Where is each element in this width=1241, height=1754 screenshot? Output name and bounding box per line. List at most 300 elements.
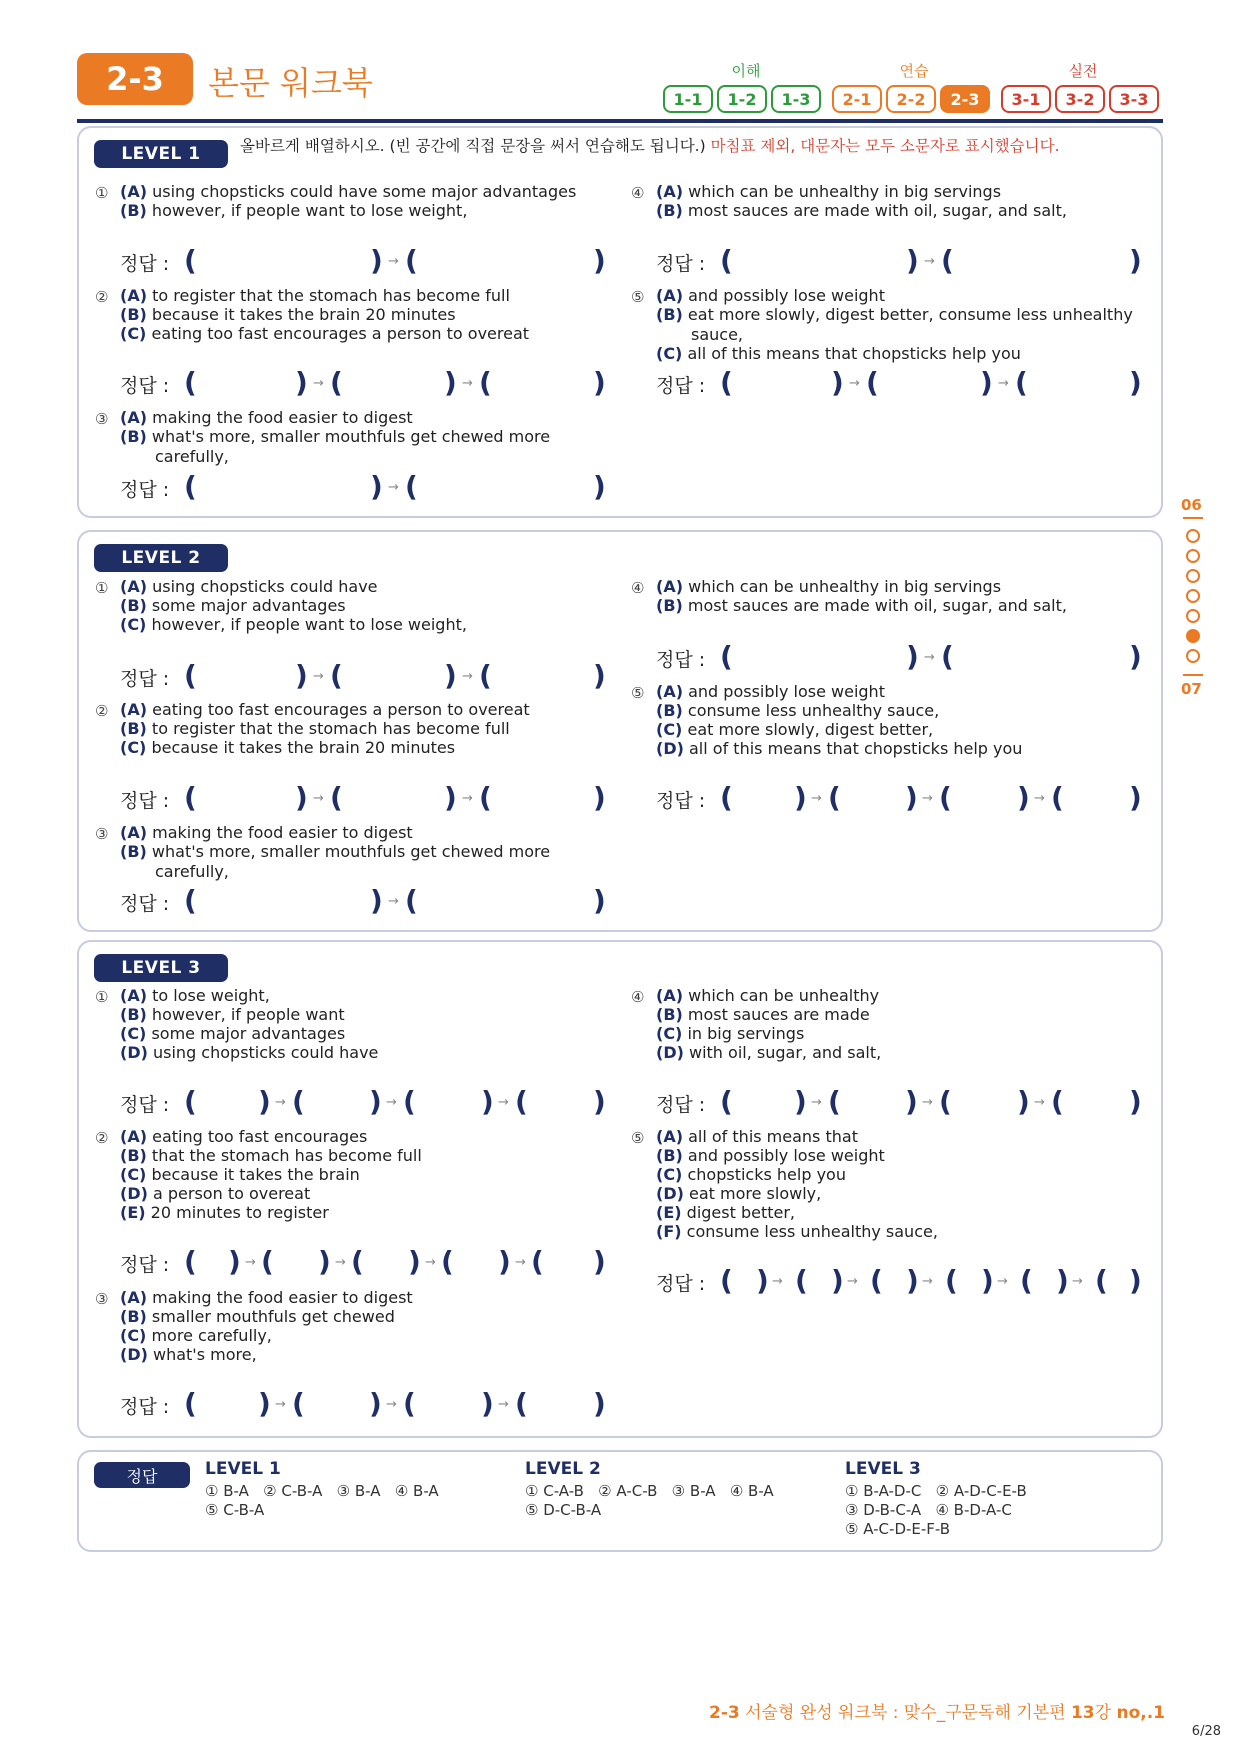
paren-open: ( (403, 1085, 416, 1118)
paren-close: ) (481, 1085, 494, 1118)
side-index-dot[interactable] (1186, 569, 1200, 583)
paren-close: ) (906, 640, 919, 673)
answer-key-line: ① B-A ② C-B-A ③ B-A ④ B-A (205, 1482, 439, 1500)
paren-close: ) (905, 1085, 918, 1118)
question-number: ⑤ (631, 288, 645, 306)
paren-open: ( (720, 640, 733, 673)
answer-key-line: ⑤ D-C-B-A (525, 1501, 602, 1519)
nav-group-label-practice: 연습 (899, 62, 929, 80)
option (656, 701, 1121, 721)
answer-label: 정답 : (656, 1094, 706, 1116)
option-key: (B) (120, 305, 147, 324)
paren-close: ) (370, 884, 383, 917)
nav-tab-2-2[interactable]: 2-2 (886, 85, 936, 113)
paren-close: ) (258, 1387, 271, 1420)
arrow-icon: → (388, 254, 399, 269)
paren-close: ) (593, 470, 606, 503)
option-text: consume less unhealthy sauce, (686, 1222, 938, 1241)
paren-open: ( (479, 366, 492, 399)
paren-close: ) (1017, 1085, 1030, 1118)
option-text: what's more, (153, 1345, 257, 1364)
paren-open: ( (720, 1264, 733, 1297)
paren-open: ( (720, 781, 733, 814)
option (656, 1222, 1121, 1242)
nav-tab-3-2[interactable]: 3-2 (1055, 85, 1105, 113)
option-text: some major advantages (151, 1024, 346, 1043)
option (120, 1146, 585, 1166)
paren-open: ( (330, 366, 343, 399)
option (120, 738, 585, 758)
option (656, 682, 1121, 702)
arrow-icon: → (1072, 1274, 1083, 1289)
answer-key-line: ① B-A-D-C ② A-D-C-E-B (845, 1482, 1027, 1500)
option-key: (B) (120, 596, 147, 615)
footer-lesson: 13 (1070, 1703, 1095, 1723)
answer-label: 정답 : (120, 790, 170, 812)
option (656, 1127, 1121, 1147)
answer-label: 정답 : (656, 253, 706, 275)
arrow-icon: → (313, 376, 324, 391)
option-key: (E) (120, 1203, 146, 1222)
paren-open: ( (405, 244, 418, 277)
arrow-icon: → (335, 1255, 346, 1270)
option-key: (A) (120, 986, 148, 1005)
paren-open: ( (939, 781, 952, 814)
paren-open: ( (720, 1085, 733, 1118)
paren-close: ) (794, 781, 807, 814)
paren-close: ) (906, 244, 919, 277)
answer-label: 정답 : (120, 893, 170, 915)
option-key: (B) (656, 596, 683, 615)
paren-open: ( (405, 884, 418, 917)
option-key: (A) (656, 986, 684, 1005)
option-text: chopsticks help you (687, 1165, 846, 1184)
paren-close: ) (593, 1085, 606, 1118)
paren-close: ) (1129, 781, 1142, 814)
option-key: (C) (656, 720, 683, 739)
option-text: eat more slowly, digest better, consume less unhealthy sauce, (687, 305, 1133, 344)
option-text: most sauces are made with oil, sugar, and salt, (687, 596, 1067, 615)
option (656, 1005, 1121, 1025)
paren-close: ) (1129, 1085, 1142, 1118)
arrow-icon: → (515, 1255, 526, 1270)
option-text: to register that the stomach has become full (151, 719, 510, 738)
footer-lesson-suffix: 강 (1094, 1703, 1117, 1723)
paren-close: ) (444, 659, 457, 692)
paren-open: ( (941, 640, 954, 673)
option-key: (D) (656, 1043, 684, 1062)
paren-close: ) (831, 366, 844, 399)
side-index-line-bottom (1183, 674, 1203, 676)
paren-open: ( (403, 1387, 416, 1420)
answer-label: 정답 : (656, 790, 706, 812)
level1-instruction (240, 136, 1140, 156)
arrow-icon: → (275, 1397, 286, 1412)
answer-label: 정답 : (656, 649, 706, 671)
side-index-dot[interactable] (1186, 589, 1200, 603)
option (656, 1203, 1121, 1223)
option (656, 720, 1121, 740)
option-text: using chopsticks could have (153, 1043, 379, 1062)
answer-label: 정답 : (120, 1396, 170, 1418)
option-text: eat more slowly, digest better, (687, 720, 934, 739)
paren-close: ) (295, 781, 308, 814)
option-text: digest better, (686, 1203, 796, 1222)
paren-close: ) (794, 1085, 807, 1118)
option-text: to lose weight, (152, 986, 270, 1005)
arrow-icon: → (462, 791, 473, 806)
option (656, 1184, 1121, 1204)
paren-open: ( (531, 1245, 544, 1278)
arrow-icon: → (1034, 1095, 1045, 1110)
option (120, 577, 585, 597)
paren-close: ) (295, 659, 308, 692)
paren-open: ( (184, 1387, 197, 1420)
option (656, 986, 1121, 1006)
answer-label: 정답 : (656, 375, 706, 397)
option-key: (A) (656, 182, 684, 201)
option (120, 1288, 585, 1308)
option-key: (B) (656, 305, 683, 324)
level1-panel (77, 126, 1163, 518)
option (120, 700, 585, 720)
answer-key-level2 (525, 1460, 774, 1520)
paren-close: ) (295, 366, 308, 399)
question-number: ⑤ (631, 684, 645, 702)
option (656, 1043, 1121, 1063)
option-key: (C) (120, 324, 147, 343)
option (656, 1146, 1121, 1166)
paren-open: ( (351, 1245, 364, 1278)
arrow-icon: → (275, 1095, 286, 1110)
arrow-icon: → (811, 791, 822, 806)
paren-close: ) (593, 244, 606, 277)
paren-open: ( (184, 884, 197, 917)
paren-open: ( (1095, 1264, 1108, 1297)
option-key: (A) (120, 1127, 148, 1146)
option-text: making the food easier to digest (152, 408, 413, 427)
paren-open: ( (292, 1085, 305, 1118)
question-number: ④ (631, 579, 645, 597)
option-text: which can be unhealthy in big servings (688, 577, 1002, 596)
arrow-icon: → (922, 1095, 933, 1110)
nav-tab-2-3[interactable]: 2-3 (940, 85, 990, 113)
paren-close: ) (981, 1264, 994, 1297)
answer-label: 정답 : (120, 375, 170, 397)
arrow-icon: → (498, 1095, 509, 1110)
option (120, 324, 585, 344)
option-key: (D) (656, 1184, 684, 1203)
paren-close: ) (444, 781, 457, 814)
side-index-dot-current[interactable] (1186, 629, 1200, 643)
nav-tab-3-1[interactable]: 3-1 (1001, 85, 1051, 113)
nav-tab-1-1[interactable]: 1-1 (663, 85, 713, 113)
answer-key-line: ① C-A-B ② A-C-B ③ B-A ④ B-A (525, 1482, 774, 1500)
question-number: ③ (95, 1290, 109, 1308)
header-divider (77, 119, 1163, 123)
option-key: (C) (656, 344, 683, 363)
paren-close: ) (756, 1264, 769, 1297)
option (120, 1345, 585, 1365)
nav-tab-2-1[interactable]: 2-1 (832, 85, 882, 113)
side-index-line-top (1183, 517, 1203, 519)
level3-badge: LEVEL 3 (94, 954, 228, 982)
answer-key-line: ⑤ C-B-A (205, 1501, 265, 1519)
arrow-icon: → (1034, 791, 1045, 806)
option-key: (F) (656, 1222, 682, 1241)
answer-label: 정답 : (120, 1094, 170, 1116)
option-text: all of this means that (688, 1127, 858, 1146)
question-number: ② (95, 288, 109, 306)
paren-close: ) (980, 366, 993, 399)
paren-open: ( (330, 659, 343, 692)
arrow-icon: → (386, 1095, 397, 1110)
paren-open: ( (795, 1264, 808, 1297)
option (656, 1024, 1121, 1044)
answer-key-level3 (845, 1460, 1027, 1539)
option-key: (B) (120, 427, 147, 446)
question-number: ③ (95, 410, 109, 428)
paren-open: ( (1051, 781, 1064, 814)
arrow-icon: → (772, 1274, 783, 1289)
option-text: however, if people want (151, 1005, 345, 1024)
option-key: (B) (120, 1005, 147, 1024)
option (120, 182, 585, 202)
arrow-icon: → (245, 1255, 256, 1270)
option-key: (C) (120, 1024, 147, 1043)
option-key: (D) (656, 739, 684, 758)
paren-close: ) (593, 1387, 606, 1420)
question-number: ① (95, 579, 109, 597)
option-text: 20 minutes to register (150, 1203, 329, 1222)
paren-close: ) (408, 1245, 421, 1278)
paren-open: ( (184, 1245, 197, 1278)
option-key: (A) (656, 286, 684, 305)
option (120, 408, 585, 428)
option-text: all of this means that chopsticks help you (687, 344, 1021, 363)
arrow-icon: → (924, 254, 935, 269)
answer-key-title: LEVEL 3 (845, 1459, 921, 1479)
paren-open: ( (405, 470, 418, 503)
option-key: (B) (120, 201, 147, 220)
option-text: eating too fast encourages a person to overeat (151, 324, 530, 343)
option-key: (A) (656, 577, 684, 596)
option-key: (C) (120, 738, 147, 757)
option (656, 182, 1121, 202)
paren-open: ( (515, 1387, 528, 1420)
option-text: most sauces are made (687, 1005, 870, 1024)
side-index-start: 06 (1181, 496, 1202, 514)
footer-no: no,.1 (1116, 1703, 1165, 1723)
option-key: (D) (120, 1345, 148, 1364)
paren-close: ) (481, 1387, 494, 1420)
arrow-icon: → (313, 669, 324, 684)
section-badge: 2-3 (77, 53, 193, 105)
paren-close: ) (593, 366, 606, 399)
paren-close: ) (369, 1085, 382, 1118)
option-key: (B) (120, 1307, 147, 1326)
paren-open: ( (261, 1245, 274, 1278)
question-number: ③ (95, 825, 109, 843)
question-number: ④ (631, 184, 645, 202)
paren-open: ( (515, 1085, 528, 1118)
option-text: and possibly lose weight (687, 1146, 885, 1165)
answer-key-badge: 정답 (94, 1462, 190, 1488)
option-key: (A) (120, 577, 148, 596)
option (120, 1326, 585, 1346)
option-key: (A) (120, 823, 148, 842)
paren-open: ( (184, 470, 197, 503)
paren-open: ( (184, 244, 197, 277)
arrow-icon: → (388, 480, 399, 495)
option-text: however, if people want to lose weight, (151, 615, 467, 634)
option (120, 305, 585, 325)
paren-open: ( (1051, 1085, 1064, 1118)
answer-key-title: LEVEL 1 (205, 1459, 281, 1479)
option (656, 596, 1121, 616)
option-key: (B) (120, 719, 147, 738)
option (120, 1005, 585, 1025)
arrow-icon: → (498, 1397, 509, 1412)
option-text: more carefully, (151, 1326, 272, 1345)
paren-open: ( (184, 659, 197, 692)
paren-close: ) (1017, 781, 1030, 814)
arrow-icon: → (849, 376, 860, 391)
option-text: using chopsticks could have (152, 577, 378, 596)
arrow-icon: → (997, 1274, 1008, 1289)
paren-close: ) (1129, 244, 1142, 277)
option-key: (C) (656, 1024, 683, 1043)
answer-label: 정답 : (120, 668, 170, 690)
option (656, 201, 1121, 221)
paren-open: ( (870, 1264, 883, 1297)
answer-key-level1 (205, 1460, 439, 1520)
footer-text: 서술형 완성 워크북 : 맞수_구문독해 기본편 (739, 1703, 1071, 1723)
paren-close: ) (370, 470, 383, 503)
paren-close: ) (1129, 640, 1142, 673)
arrow-icon: → (847, 1274, 858, 1289)
option-text: because it takes the brain 20 minutes (151, 738, 456, 757)
paren-close: ) (593, 659, 606, 692)
side-index-dot[interactable] (1186, 529, 1200, 543)
answer-key-title: LEVEL 2 (525, 1459, 601, 1479)
nav-tab-3-3[interactable]: 3-3 (1109, 85, 1159, 113)
arrow-icon: → (313, 791, 324, 806)
question-number: ⑤ (631, 1129, 645, 1147)
option-text: eating too fast encourages (152, 1127, 368, 1146)
option (656, 344, 1121, 364)
answer-label: 정답 : (120, 1254, 170, 1276)
option-text: that the stomach has become full (151, 1146, 422, 1165)
paren-open: ( (184, 366, 197, 399)
paren-close: ) (831, 1264, 844, 1297)
option-text: and possibly lose weight (688, 682, 885, 701)
level2-panel (77, 530, 1163, 932)
arrow-icon: → (388, 894, 399, 909)
paren-open: ( (720, 244, 733, 277)
question-number: ① (95, 184, 109, 202)
answer-key-line: ③ D-B-C-A ④ B-D-A-C (845, 1501, 1012, 1519)
paren-open: ( (330, 781, 343, 814)
paren-open: ( (184, 781, 197, 814)
option (656, 1165, 1121, 1185)
paren-close: ) (370, 244, 383, 277)
option-key: (A) (120, 286, 148, 305)
paren-close: ) (905, 781, 918, 814)
answer-label: 정답 : (656, 1273, 706, 1295)
level3-panel (77, 940, 1163, 1438)
option-text: because it takes the brain (151, 1165, 360, 1184)
option-key: (B) (656, 1005, 683, 1024)
paren-open: ( (720, 366, 733, 399)
answer-key-line: ⑤ A-C-D-E-F-B (845, 1520, 951, 1538)
option-text: which can be unhealthy in big servings (688, 182, 1002, 201)
arrow-icon: → (922, 791, 933, 806)
option (120, 1184, 585, 1204)
nav-tab-1-3[interactable]: 1-3 (771, 85, 821, 113)
option (120, 1043, 585, 1063)
option-key: (A) (656, 682, 684, 701)
option (120, 1203, 585, 1223)
option-text: in big servings (687, 1024, 805, 1043)
arrow-icon: → (425, 1255, 436, 1270)
arrow-icon: → (386, 1397, 397, 1412)
option-key: (D) (120, 1184, 148, 1203)
paren-open: ( (1015, 366, 1028, 399)
option-key: (D) (120, 1043, 148, 1062)
paren-close: ) (258, 1085, 271, 1118)
option-text: what's more, smaller mouthfuls get chewed more carefully, (151, 427, 551, 466)
option-key: (A) (120, 700, 148, 719)
option-key: (C) (120, 615, 147, 634)
side-index-dot[interactable] (1186, 609, 1200, 623)
option (120, 823, 585, 843)
paren-close: ) (318, 1245, 331, 1278)
option (120, 427, 580, 466)
option-text: all of this means that chopsticks help you (689, 739, 1023, 758)
level1-badge: LEVEL 1 (94, 140, 228, 168)
paren-close: ) (1129, 366, 1142, 399)
option-text: eat more slowly, (689, 1184, 822, 1203)
nav-group-label-real: 실전 (1068, 62, 1098, 80)
arrow-icon: → (462, 669, 473, 684)
question-number: ② (95, 1129, 109, 1147)
side-index-dot[interactable] (1186, 649, 1200, 663)
option (120, 615, 585, 635)
footer-code: 2-3 (709, 1703, 740, 1723)
paren-close: ) (593, 1245, 606, 1278)
paren-close: ) (369, 1387, 382, 1420)
option-text: making the food easier to digest (152, 823, 413, 842)
side-index-dot[interactable] (1186, 549, 1200, 563)
paren-close: ) (906, 1264, 919, 1297)
paren-open: ( (479, 659, 492, 692)
question-number: ④ (631, 988, 645, 1006)
paren-open: ( (866, 366, 879, 399)
paren-open: ( (1020, 1264, 1033, 1297)
question-number: ② (95, 702, 109, 720)
answer-label: 정답 : (120, 479, 170, 501)
level2-badge: LEVEL 2 (94, 544, 228, 572)
paren-close: ) (498, 1245, 511, 1278)
paren-open: ( (939, 1085, 952, 1118)
option-key: (C) (120, 1165, 147, 1184)
option-text: however, if people want to lose weight, (151, 201, 468, 220)
arrow-icon: → (998, 376, 1009, 391)
nav-tab-1-2[interactable]: 1-2 (717, 85, 767, 113)
option-text: because it takes the brain 20 minutes (151, 305, 456, 324)
option-text: which can be unhealthy (688, 986, 880, 1005)
